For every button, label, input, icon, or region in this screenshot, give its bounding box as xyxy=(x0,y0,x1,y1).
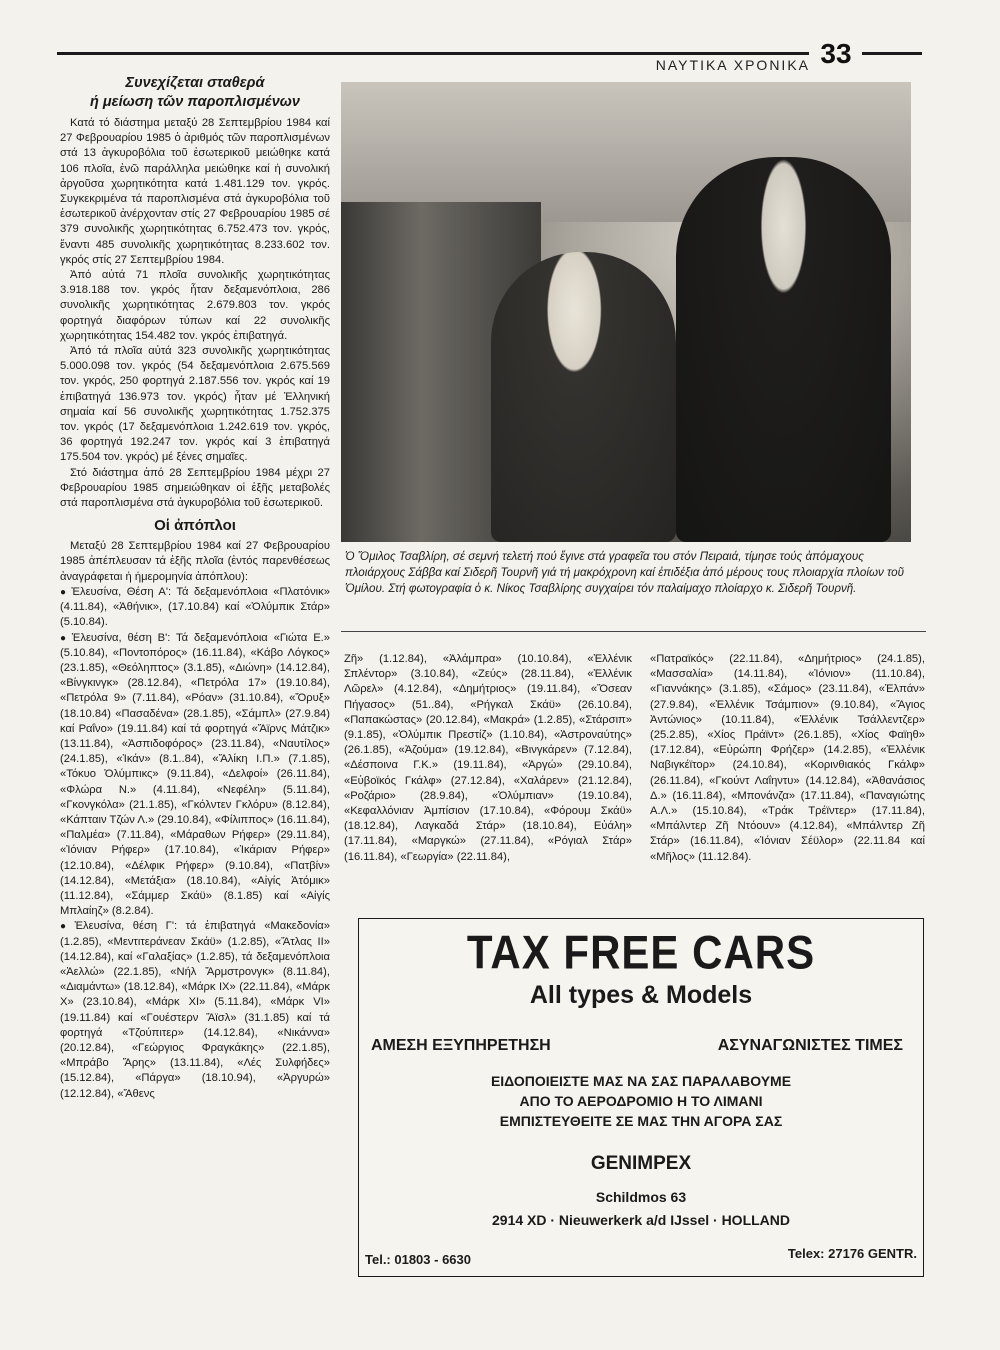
paragraph: Ἀπό τά πλοῖα αὐτά 323 συνολικῆς χωρητικότητας 5.000.098 τον. γκρός (54 δεξαμενόπλοια 2.675.569 τον. γκρός, 250 φορτηγά 2.187.556 τον. γκρός καί 19 ἐπιβατηγά 136.973 τον. γκρός) ἦταν μέ Ἑλληνική σημαία καί 56 συνολικῆς χωρητικότητας 1.752.375 τον. γκρός (17 δεξαμενόπλοια 1.242.619 τον. γκρός, 36 φορτηγά 192.247 τον. γκρός καί 3 ἐπιβατηγά 175.504 τον. γκρός) μέ ξένες σημαῖες. xyxy=(60,345,330,464)
ad-body xyxy=(359,1071,923,1131)
paragraph: «Πατραϊκός» (22.11.84), «Δημήτριος» (24.1.85), «Μασσαλία» (14.11.84), «Ἰόνιον» (11.10.84), «Γιαννάκης» (3.1.85), «Σάμος» (23.11.84), «Ἐλπάν» (27.9.84), «Ἐλλένικ Τσάμπιον» (9.10.84), «Ἅγιος Ἀντώνιος» (10.11.84), «Ἐλλένικ Τσάλλεντζερ» (25.2.85), «Χίος Πράϊντ» (26.1.85), «Χίος Φαϊηθ» (17.12.84), «Εὐρώπη Φρήζερ» (14.2.85), «Ἐλλένικ Ναβιγκέϊτορ» (24.10.84), «Κορινθιακός Γκάλφ» (26.11.84), «Γκούντ Λαΐηντυ» (14.12.84), «Ἀθανάσιος Δ.» (16.11.84), «Μπονάνζα» (17.11.84), «Παναγιώτης Α.Λ.» (15.10.84), «Τράκ Τρέϊντερ» (17.11.84), «Μπάλντερ Ζῆ Ντόουν» (4.12.84), «Μπάλντερ Ζῆ Στάρ» (16.11.84), «Ἰόνιαν Σέϋλορ» (22.11.84 καί «Μῆλος» (11.12.84). xyxy=(650,653,925,863)
tax-free-cars-advert xyxy=(358,918,924,1277)
ad-telephone: Tel.: 01803 - 6630 xyxy=(365,1252,471,1267)
paragraph: Κατά τό διάστημα μεταξύ 28 Σεπτεμβρίου 1984 καί 27 Φεβρουαρίου 1985 ὁ ἀριθμός τῶν παροπλισμένων στά 13 ἀγκυροβόλια τοῦ ἐσωτερικοῦ μειώθηκε κατά 106 πλοῖα, ἐνῶ παράλληλα μειώθηκε καί ἡ συνολική ἀργοῦσα χωρητικότητα κατά 1.481.129 τον. γκρός. Συγκεκριμένα τά παροπλισμένα στά ἀγκυροβόλια τοῦ ἐσωτερικοῦ ἀνέρχονταν στίς 27 Φεβρουαρίου 1985 σέ 379 συνολικῆς χωρητικότητας 6.752.473 τον. γκρός, ἔναντι 485 συνολικῆς χωρητικότητας 8.233.602 τον. γκρός στίς 27 Σεπτεμβρίου 1984. xyxy=(60,117,330,266)
ad-line-1: ΕΙΔΟΠΟΙΕΙΣΤΕ ΜΑΣ ΝΑ ΣΑΣ ΠΑΡΑΛΑΒΟΥΜΕ xyxy=(490,1073,792,1089)
photo-caption: Ὁ Ὅμιλος Τσαβλίρη, σέ σεμνή τελετή πού ἔγινε στά γραφεῖα του στόν Πειραιά, τίμησε τούς ἀπόμαχους πλοιάρχους Σάββα καί Σιδερῆ Τουρνῆ γιά τή μακρόχρονη καί ἐπιδέξια ἀπό μέρους τους πλοιαρχία πλοίων τοῦ Ὁμίλου. Στή φωτογραφία ὁ κ. Νίκος Τσαβλίρης συγχαίρει τόν παλαίμαχο πλοίαρχο κ. Σιδερῆ Τουρνῆ. xyxy=(345,550,904,595)
ad-city: 2914 XD · Nieuwerkerk a/d IJssel · HOLLAND xyxy=(492,1212,790,1228)
ad-subtitle: All types & Models xyxy=(529,981,753,1009)
apopl-intro: Μεταξύ 28 Σεπτεμβρίου 1984 καί 27 Φεβρουαρίου 1985 ἀπέπλευσαν τά ἑξῆς πλοῖα (ἐντός παρενθέσεως ἀναγράφεται ἡ ἡμερομηνία ἀπόπλου): xyxy=(60,540,330,583)
header-rule-left xyxy=(57,52,809,55)
bullet-icon: ● xyxy=(60,632,69,644)
header-rule-right xyxy=(862,52,922,55)
ad-slogan-right: ΑΣΥΝΑΓΩΝΙΣΤΕΣ ΤΙΜΕΣ xyxy=(717,1037,903,1054)
magazine-title: ΝΑΥΤΙΚΑ ΧΡΟΝΙΚΑ xyxy=(655,57,810,73)
middle-column xyxy=(344,652,632,865)
ad-street: Schildmos 63 xyxy=(595,1189,687,1205)
ad-company: GENIMPEX xyxy=(590,1153,692,1174)
ad-slogan-left: ΑΜΕΣΗ ΕΞΥΠΗΡΕΤΗΣΗ xyxy=(371,1037,551,1054)
ceremony-photo xyxy=(341,82,911,542)
left-column xyxy=(60,74,330,1102)
bullet-icon: ● xyxy=(60,921,72,933)
page-number: 33 xyxy=(820,38,852,69)
bullet-icon: ● xyxy=(60,586,69,598)
headline-line-2: ή μείωση τῶν παροπλισμένων xyxy=(90,94,300,110)
ad-line-2: ΑΠΟ ΤΟ ΑΕΡΟΔΡΟΜΙΟ Η ΤΟ ΛΙΜΑΝΙ xyxy=(519,1093,763,1109)
list-item: ● Ἐλευσίνα, θέση Β': Τά δεξαμενόπλοια «Γιώτα Ε.» (5.10.84), «Ποντοπόρος» (16.11.84), «Κάβο Λόγκος» (23.1.85), «Θεόληπτος» (3.1.85), «Διώνη» (14.12.84), «Βίνγκινγκ» (28.12.84), «Πετρόλα 17» (19.10.84), «Πετρόλα 9» (7.11.84), «Ρόαν» (31.10.84), «Ὄρυξ» (18.10.84) «Πασαδένα» (28.1.85), «Σάμπλ» (27.9.84) καί Ραΐνο» (19.11.84) καί τά φορτηγά «Ἄϊρνς Μάτζικ» (13.11.84), «Ἀσπιδοφόρος» (23.11.84), «Ναυτίλος» (24.1.85), «Ἰκάν» (8.1..84), «Ἄλίκη Ι.Π.» (7.1.85), «Τόκυο Ὀλύμπικς» (9.11.84), «Δελφοί» (26.11.84), «Φλώρα Ν.» (4.11.84), «Νεφέλη» (5.11.84), «Γκονγκόλα» (21.1.85), «Γκόλντεν Γκλόρυ» (8.12.84), «Κάπταιν Τζών Λ.» (29.10.84), «Φίλιππος» (16.11.84), «Παλμέα» (7.11.84), «Μάραθων Ρήφερ» (29.11.84), «Ἰόνιαν Ρήφερ» (17.10.84), «Ἰκάριαν Ρήφερ» (12.10.84), «Δέλφικ Ρήφερ» (9.10.84), «Πατβίν» (14.12.84), «Μετάξια» (18.10.84), «Αἰγίς Ἀτόμικ» (11.12.84), «Σάμμερ Σκάϋ» (8.1.85) καί «Αἰγίς Μπλαίηζ» (8.2.84). xyxy=(60,631,330,918)
subheading-apopl: Οἱ ἀπόπλοι xyxy=(154,517,236,535)
ad-telex: Telex: 27176 GENTR. xyxy=(787,1246,917,1261)
paragraph: Στό διάστημα ἀπό 28 Σεπτεμβρίου 1984 μέχρι 27 Φεβρουαρίου 1985 σημειώθηκαν οἱ ἑξῆς μεταβολές στά παροπλισμένα στά ἀγκυροβόλια τοῦ ἐσωτερικοῦ. xyxy=(60,466,330,510)
paragraph: Ἀπό αὐτά 71 πλοῖα συνολικῆς χωρητικότητας 3.918.188 τον. γκρός ἦταν δεξαμενόπλοια, 286 συνολικῆς χωρητικότητας 2.679.803 τον. γκρός φορτηγά διαφόρων τύπων καί 22 συνολικῆς χωρητικότητας 154.482 τον. γκρός ἐπιβατηγά. xyxy=(60,269,330,342)
list-item: ● Ἐλευσίνα, θέση Γ': τά ἐπιβατηγά «Μακεδονία» (1.2.85), «Μεντιτεράνεαν Σκάϋ» (1.2.85), «Ἄτλας ΙΙ» (14.12.84), καί «Γαλαξίας» (1.2.85), τά δεξαμενόπλοια «Ἀελλώ» (22.1.85), «Νήλ Ἄρμστρονγκ» (8.11.84), «Διαμάντω» (18.12.84), «Μάρκ ΙΧ» (22.11.84), «Μάρκ Χ» (23.10.84), «Μάρκ ΧΙ» (5.11.84), «Μάρκ VI» (19.11.84) καί «Γουέστερν Ἄϊσλ» (31.1.85) καί τά φορτηγά «Τζούπιτερ» (14.12.84), «Νικάννα» (20.12.84), «Γεώργιος Φραγκάκης» (22.1.85), «Μπράβο Ἄρης» (13.11.84), «Λές Συλφήδες» (15.12.84), «Πάργα» (18.10.94), «Ἀργυρώ» (12.12.84), «Ἄθενς xyxy=(60,920,330,1100)
ad-title: TAX FREE CARS xyxy=(466,926,816,979)
headline-line-1: Συνεχίζεται σταθερά xyxy=(125,75,265,91)
list-item: ● Ἐλευσίνα, Θέση Α': Τά δεξαμενόπλοια «Πλατόνικ» (4.11.84), «Ἀθήνικ», (17.10.84) καί «Ὀλύμπικ Στάρ» (5.10.84). xyxy=(60,585,330,629)
section-rule xyxy=(341,631,926,632)
paragraph: Ζῆ» (1.12.84), «Ἀλάμπρα» (10.10.84), «Ἐλλένικ Σπλέντορ» (3.10.84), «Ζεύς» (28.11.84), «Ἐλλένικ Λῶρελ» (4.12.84), «Δημήτριος» (19.11.84), «Ὄσεαν Πήγασος» (51..84), «Ρήγκαλ Σκάϋ» (26.10.84), «Παπακώστας» (20.12.84), «Μακρά» (1.2.85), «Στάρσιπ» (9.1.85), «Ὀλύμπικ Πρεστίζ» (1.10.84), «Ἀστροναύτης» (26.1.85), «Ἀζούμα» (19.12.84), «Βινγκάρεν» (7.12.84), «Δέσποινα Γ.Κ.» (19.11.84), «Ἀργώ» (29.10.84), «Εὐβοϊκός Γκάλφ» (27.12.84), «Χαλάρεν» (21.12.84), «Ροζάριο» (28.9.84), «Ὀλύμπιαν» (19.10.84), «Κεφαλλόνιαν Ἀμπίσιον (17.10.84), «Φόρουμ Σκάϋ» (18.12.84), Λαγκαδά Στάρ» (18.10.84), Εὐάλη» (17.11.84), «Μαργκώ» (27.11.84), «Ρόγιαλ Στάρ» (16.11.84), «Γεωργία» (22.11.84), xyxy=(344,653,632,863)
ad-line-3: ΕΜΠΙΣΤΕΥΘΕΙΤΕ ΣΕ ΜΑΣ ΤΗΝ ΑΓΟΡΑ ΣΑΣ xyxy=(499,1113,783,1129)
right-column xyxy=(650,652,925,865)
